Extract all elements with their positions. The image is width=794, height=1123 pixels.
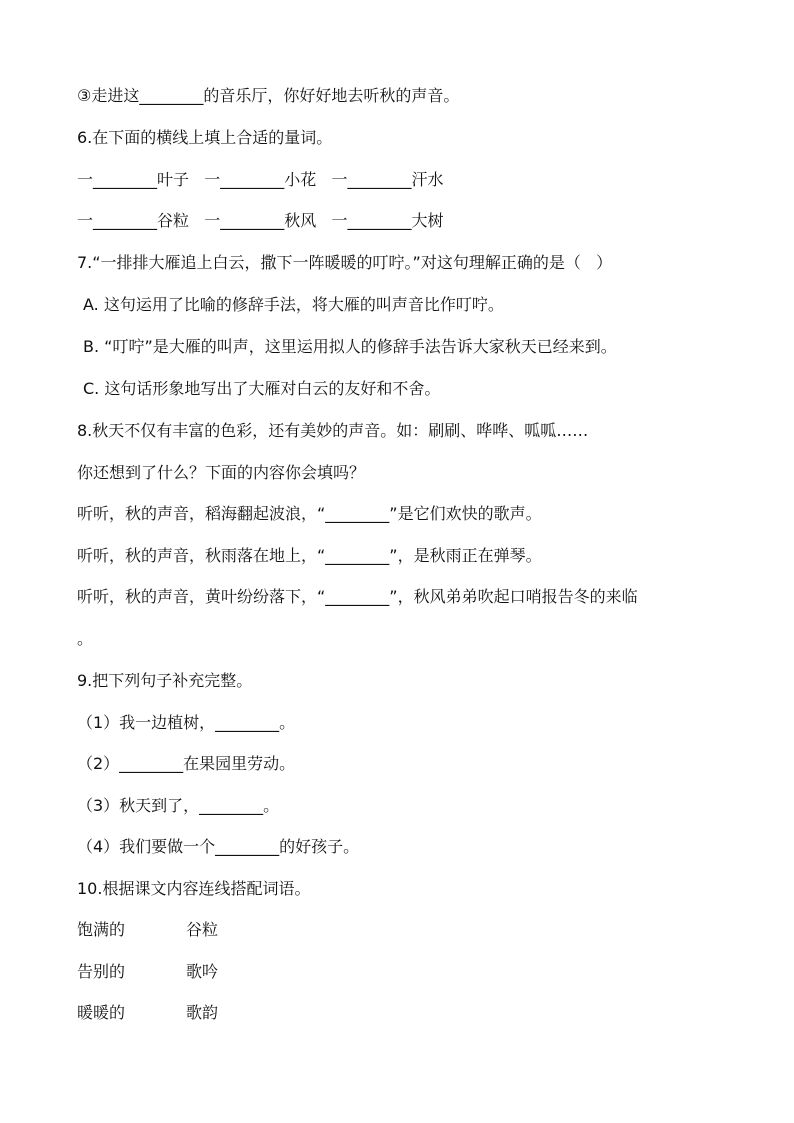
q10-title: 10.根据课文内容连线搭配词语。: [77, 879, 311, 898]
q7-option-b: B. “叮咛”是大雁的叫声，这里运用拟人的修辞手法告诉大家秋天已经来到。: [83, 337, 617, 356]
match-right-3: 歌韵: [186, 1003, 219, 1022]
q8-sentence-3: 听听，秋的声音，黄叶纷纷落下，“________”，秋风弟弟吹起口哨报告冬的来临: [77, 587, 638, 606]
q9-item-3: （3）秋天到了，________。: [77, 796, 280, 815]
q6-row-2: 一________谷粒 一________秋风 一________大树: [77, 211, 444, 230]
match-left-1: 饱满的: [77, 920, 126, 939]
q9-item-4: （4）我们要做一个________的好孩子。: [77, 837, 360, 856]
q7-option-c: C. 这句话形象地写出了大雁对白云的友好和不舍。: [83, 379, 441, 398]
q9-item-1: （1）我一边植树，________。: [77, 713, 296, 732]
q7-title: 7.“一排排大雁追上白云，撒下一阵暖暖的叮咛。”对这句理解正确的是（ ）: [77, 253, 613, 272]
match-right-2: 歌吟: [186, 962, 219, 981]
q8-subtitle: 你还想到了什么？下面的内容你会填吗？: [77, 463, 366, 482]
q6-row-1: 一________叶子 一________小花 一________汗水: [77, 170, 444, 189]
q7-option-a: A. 这句运用了比喻的修辞手法，将大雁的叫声音比作叮咛。: [83, 295, 504, 314]
match-left-2: 告别的: [77, 962, 126, 981]
q5-item-3: ③走进这________的音乐厅，你好好地去听秋的声音。: [77, 86, 460, 105]
q6-title: 6.在下面的横线上填上合适的量词。: [77, 128, 333, 147]
match-left-3: 暖暖的: [77, 1003, 126, 1022]
q8-sentence-2: 听听，秋的声音，秋雨落在地上，“________”，是秋雨正在弹琴。: [77, 546, 542, 565]
q8-title: 8.秋天不仅有丰富的色彩，还有美妙的声音。如：刷刷、哗哗、呱呱……: [77, 421, 589, 440]
q8-sentence-1: 听听，秋的声音，稻海翻起波浪，“________”是它们欢快的歌声。: [77, 504, 542, 523]
match-right-1: 谷粒: [186, 920, 219, 939]
q8-sentence-3-end: 。: [77, 629, 94, 648]
q9-item-2: （2）________在果园里劳动。: [77, 754, 296, 773]
q9-title: 9.把下列句子补充完整。: [77, 671, 253, 690]
